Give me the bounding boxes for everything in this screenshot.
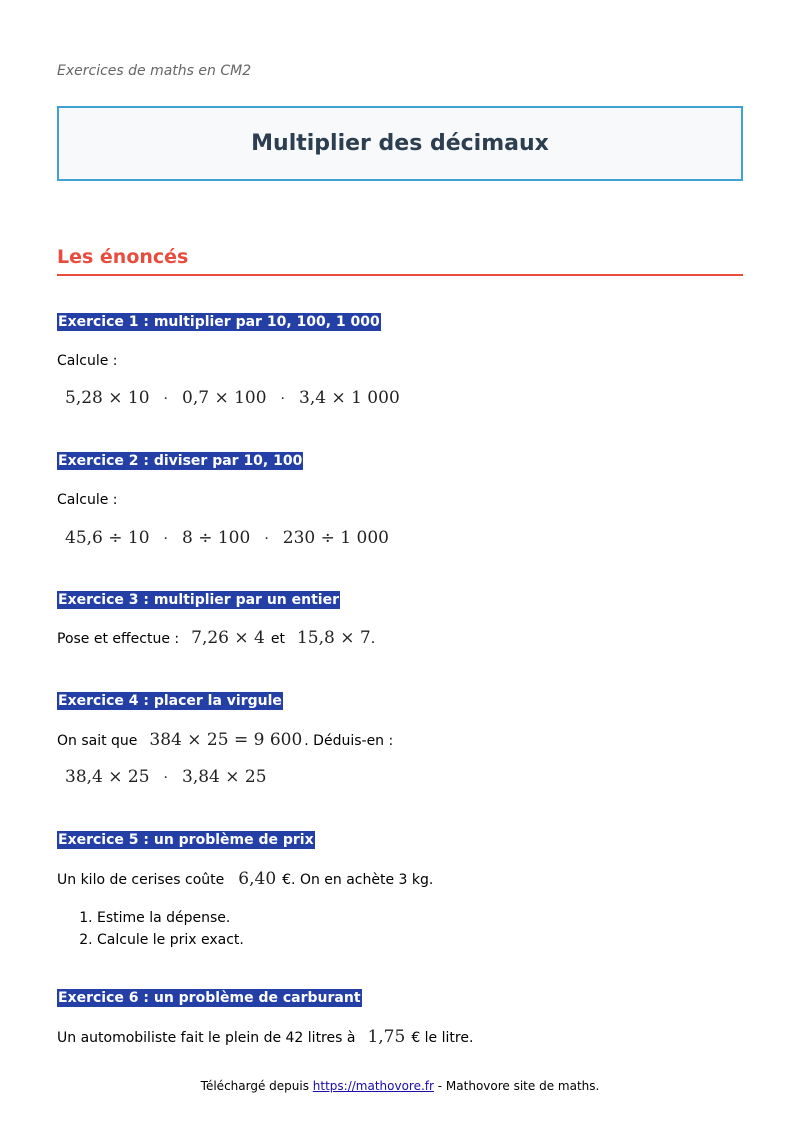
exercise-5-title: Exercice 5 : un problème de prix — [58, 832, 314, 848]
exercise-2-prompt: Calcule : — [57, 492, 118, 508]
exercise-4-prompt-end: . Déduis-en : — [304, 733, 394, 749]
footer-prefix: Téléchargé depuis — [200, 1079, 313, 1093]
exercise-1-prompt: Calcule : — [57, 353, 118, 369]
exercise-3-title: Exercice 3 : multiplier par un entier — [58, 592, 339, 608]
calculation: 45,6 ÷ 10 — [65, 528, 150, 548]
exercise-1-title: Exercice 1 : multiplier par 10, 100, 1 000 — [58, 314, 380, 330]
calculation: 0,7 × 100 — [182, 388, 267, 408]
exercise-5-text-end: €. On en achète 3 kg. — [282, 872, 434, 888]
exercise-3-prompt-line — [57, 629, 375, 648]
exercise-5-text-start: Un kilo de cerises coûte — [57, 872, 225, 888]
known-result: 384 × 25 = 9 600 — [149, 730, 303, 750]
separator-dot: · — [280, 391, 285, 407]
footer-link[interactable]: https://mathovore.fr — [312, 1079, 434, 1093]
exercise-2-calculations — [65, 528, 389, 548]
joiner-text: et — [270, 631, 285, 647]
calculation: 7,26 × 4 — [191, 628, 265, 648]
end-punctuation: . — [370, 631, 376, 647]
exercise-4-title: Exercice 4 : placer la virgule — [58, 693, 282, 709]
calculation: 3,4 × 1 000 — [299, 388, 400, 408]
separator-dot: · — [163, 391, 168, 407]
separator-dot: · — [264, 531, 269, 547]
calculation: 38,4 × 25 — [65, 767, 150, 787]
calculation: 3,84 × 25 — [182, 767, 267, 787]
exercise-4-calculations — [65, 767, 267, 787]
separator-dot: · — [163, 770, 168, 786]
list-item: 2. Calcule le prix exact. — [97, 929, 244, 951]
calculation: 15,8 × 7 — [296, 628, 371, 648]
calculation: 8 ÷ 100 — [182, 528, 251, 548]
exercise-4-prompt-line — [57, 731, 393, 750]
exercise-5-text — [57, 870, 433, 889]
exercise-4-prompt-start: On sait que — [57, 733, 138, 749]
price-value: 6,40 — [238, 869, 277, 889]
exercise-1-calculations — [65, 388, 400, 408]
page-title: Multiplier des décimaux — [251, 131, 549, 156]
exercise-6-text-start: Un automobiliste fait le plein de 42 litres à — [57, 1030, 356, 1046]
calculation: 5,28 × 10 — [65, 388, 150, 408]
calculation: 230 ÷ 1 000 — [282, 528, 389, 548]
footer — [0, 1079, 800, 1093]
separator-dot: · — [163, 531, 168, 547]
exercise-2-title: Exercice 2 : diviser par 10, 100 — [58, 453, 303, 469]
exercise-5-steps — [57, 907, 244, 951]
section-title: Les énoncés — [57, 246, 743, 276]
subject-label: Exercices de maths en CM2 — [57, 63, 252, 79]
footer-suffix: - Mathovore site de maths. — [433, 1079, 600, 1093]
title-box — [57, 106, 743, 181]
exercise-6-text-end: € le litre. — [411, 1030, 474, 1046]
exercise-6-title: Exercice 6 : un problème de carburant — [58, 990, 361, 1006]
fuel-price-value: 1,75 — [367, 1027, 406, 1047]
exercise-6-text — [57, 1028, 473, 1047]
list-item: 1. Estime la dépense. — [97, 907, 244, 929]
exercise-3-prompt: Pose et effectue : — [57, 631, 180, 647]
